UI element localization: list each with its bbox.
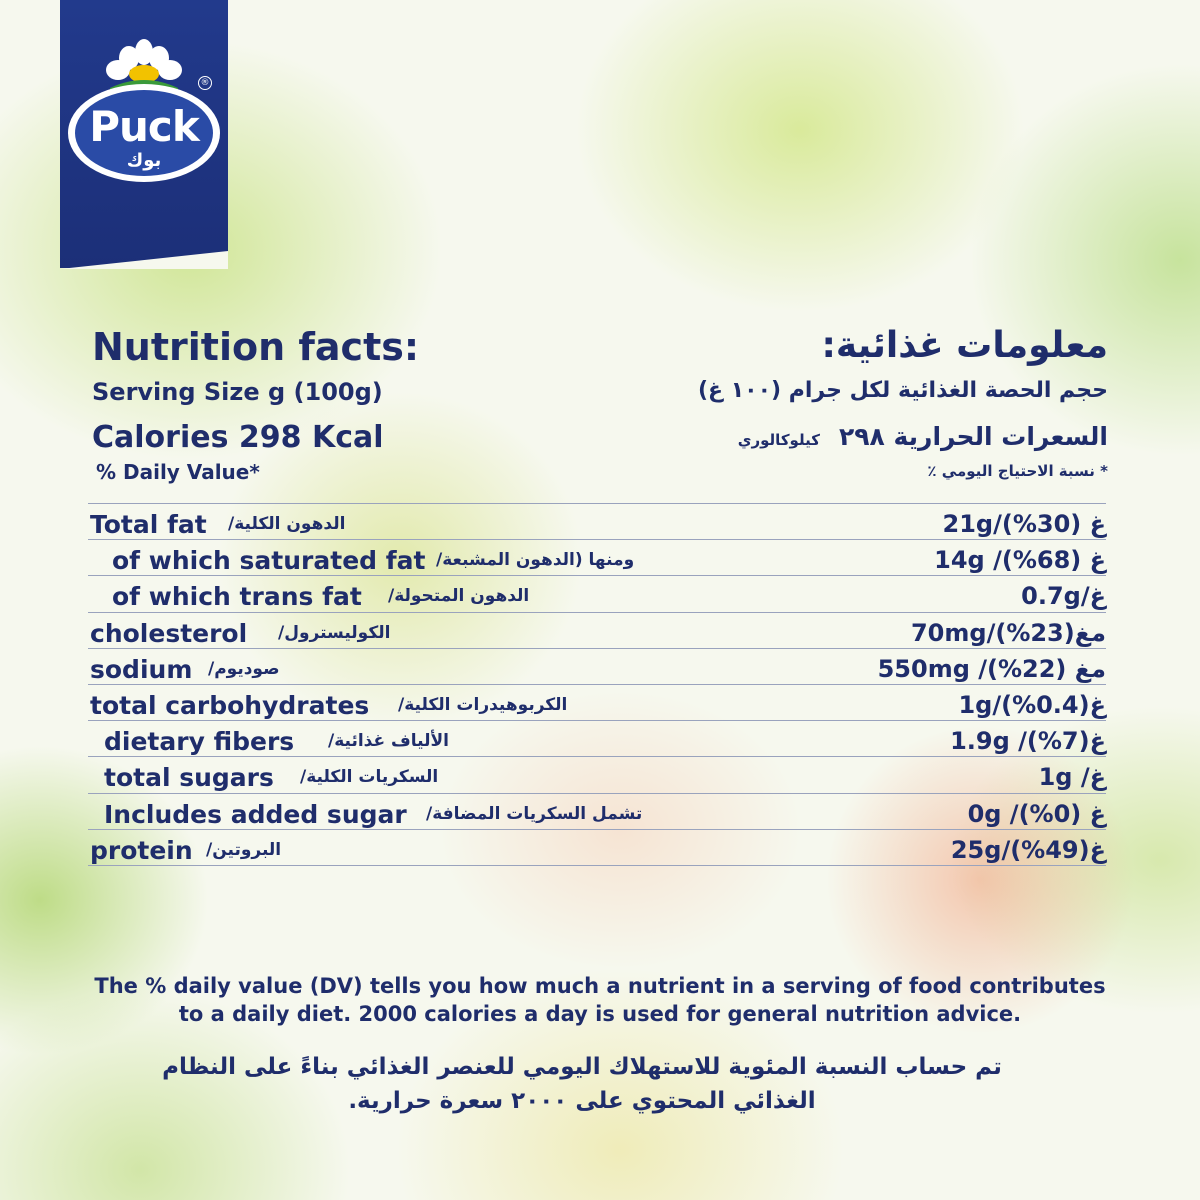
nutrient-value: 0g /غ (0%) [967,799,1106,828]
nutrient-value: 21g/غ (30%) [942,510,1106,538]
table-row [88,576,1106,612]
footnote-english-line: The % daily value (DV) tells you how much a nutrient in a serving of food contributes [94,974,1106,998]
calories-arabic-value: السعرات الحرارية ٢٩٨ [839,422,1108,451]
nutrient-name-arabic: الدهون الكلية/ [228,514,346,534]
registered-mark: ® [198,76,212,90]
title-english: Nutrition facts: [92,325,420,369]
serving-size-arabic: حجم الحصة الغذائية لكل جرام (١٠٠ غ) [698,378,1108,403]
serving-size-english: Serving Size g (100g) [92,378,383,406]
table-row [88,649,1106,685]
nutrient-name-arabic: الكوليسترول/ [278,622,391,643]
footnote-arabic-line: تم حساب النسبة المئوية للاستهلاك اليومي للعنصر الغذائي بناءً على النظام [162,1054,1002,1080]
calories-arabic [738,422,1108,451]
nutrient-name-english: dietary fibers [104,727,295,757]
table-row [88,685,1106,721]
nutrient-value: 25g/غ(49%) [950,835,1106,864]
footnote-english-line: to a daily diet. 2000 calories a day is used for general nutrition advice. [178,1002,1022,1026]
nutrient-name-english: of which saturated fat [112,546,426,576]
footnote-english [0,972,1200,1028]
footnote-arabic-line: الغذائي المحتوي على ٢٠٠٠ سعرة حرارية. [348,1088,816,1114]
nutrient-table [88,503,1106,866]
nutrient-name-arabic: تشمل السكريات المضافة/ [426,803,643,824]
brand-logo [60,0,228,268]
nutrient-name-english: protein [90,835,193,865]
nutrient-name-english: total sugars [104,763,274,793]
calories-arabic-unit: كيلوكالوري [737,431,820,449]
logo-oval [68,84,220,182]
nutrient-name-arabic: الدهون المتحولة/ [388,586,530,607]
nutrient-name-english: total carbohydrates [90,690,370,720]
calories-english: Calories 298 Kcal [92,420,384,455]
table-row [88,613,1106,649]
nutrient-name-english: of which trans fat [112,582,362,612]
table-row [88,757,1106,793]
brand-name: Puck [89,102,199,151]
nutrient-name-arabic: صوديوم/ [208,658,280,679]
nutrient-name-arabic: البروتين/ [206,839,282,860]
nutrient-value: 1.9g /غ(7%) [950,727,1106,756]
nutrient-name-english: Includes added sugar [104,799,407,829]
table-row [88,540,1106,576]
nutrient-value: 14g /غ (68%) [934,546,1106,575]
title-arabic: معلومات غذائية: [821,325,1108,366]
table-row [88,794,1106,830]
nutrient-name-english: sodium [90,654,193,684]
table-row [88,504,1106,540]
nutrient-value: 0.7g/غ [1021,582,1106,611]
nutrient-value: 1g/غ(0.4%) [958,690,1106,719]
footnote-arabic [60,1050,1104,1118]
nutrient-value: 70mg/مغ(23%) [910,618,1106,647]
nutrient-name-arabic: الألياف غذائية/ [328,731,449,752]
nutrient-name-arabic: السكريات الكلية/ [300,767,439,788]
nutrient-name-arabic: ومنها (الدهون المشبعة/ [436,550,635,571]
nutrient-name-english: cholesterol [90,618,248,648]
nutrient-value: 1g /غ [1038,763,1106,792]
brand-name-arabic: بوك [126,150,162,171]
table-row [88,721,1106,757]
daily-value-arabic: * نسبة الاحتياج اليومي ٪ [927,462,1108,480]
nutrient-value: 550mg /مغ (22%) [877,654,1106,683]
nutrient-name-english: Total fat [90,510,207,539]
table-row [88,830,1106,866]
nutrient-name-arabic: الكربوهيدرات الكلية/ [398,694,568,715]
daily-value-english: % Daily Value* [96,460,260,484]
